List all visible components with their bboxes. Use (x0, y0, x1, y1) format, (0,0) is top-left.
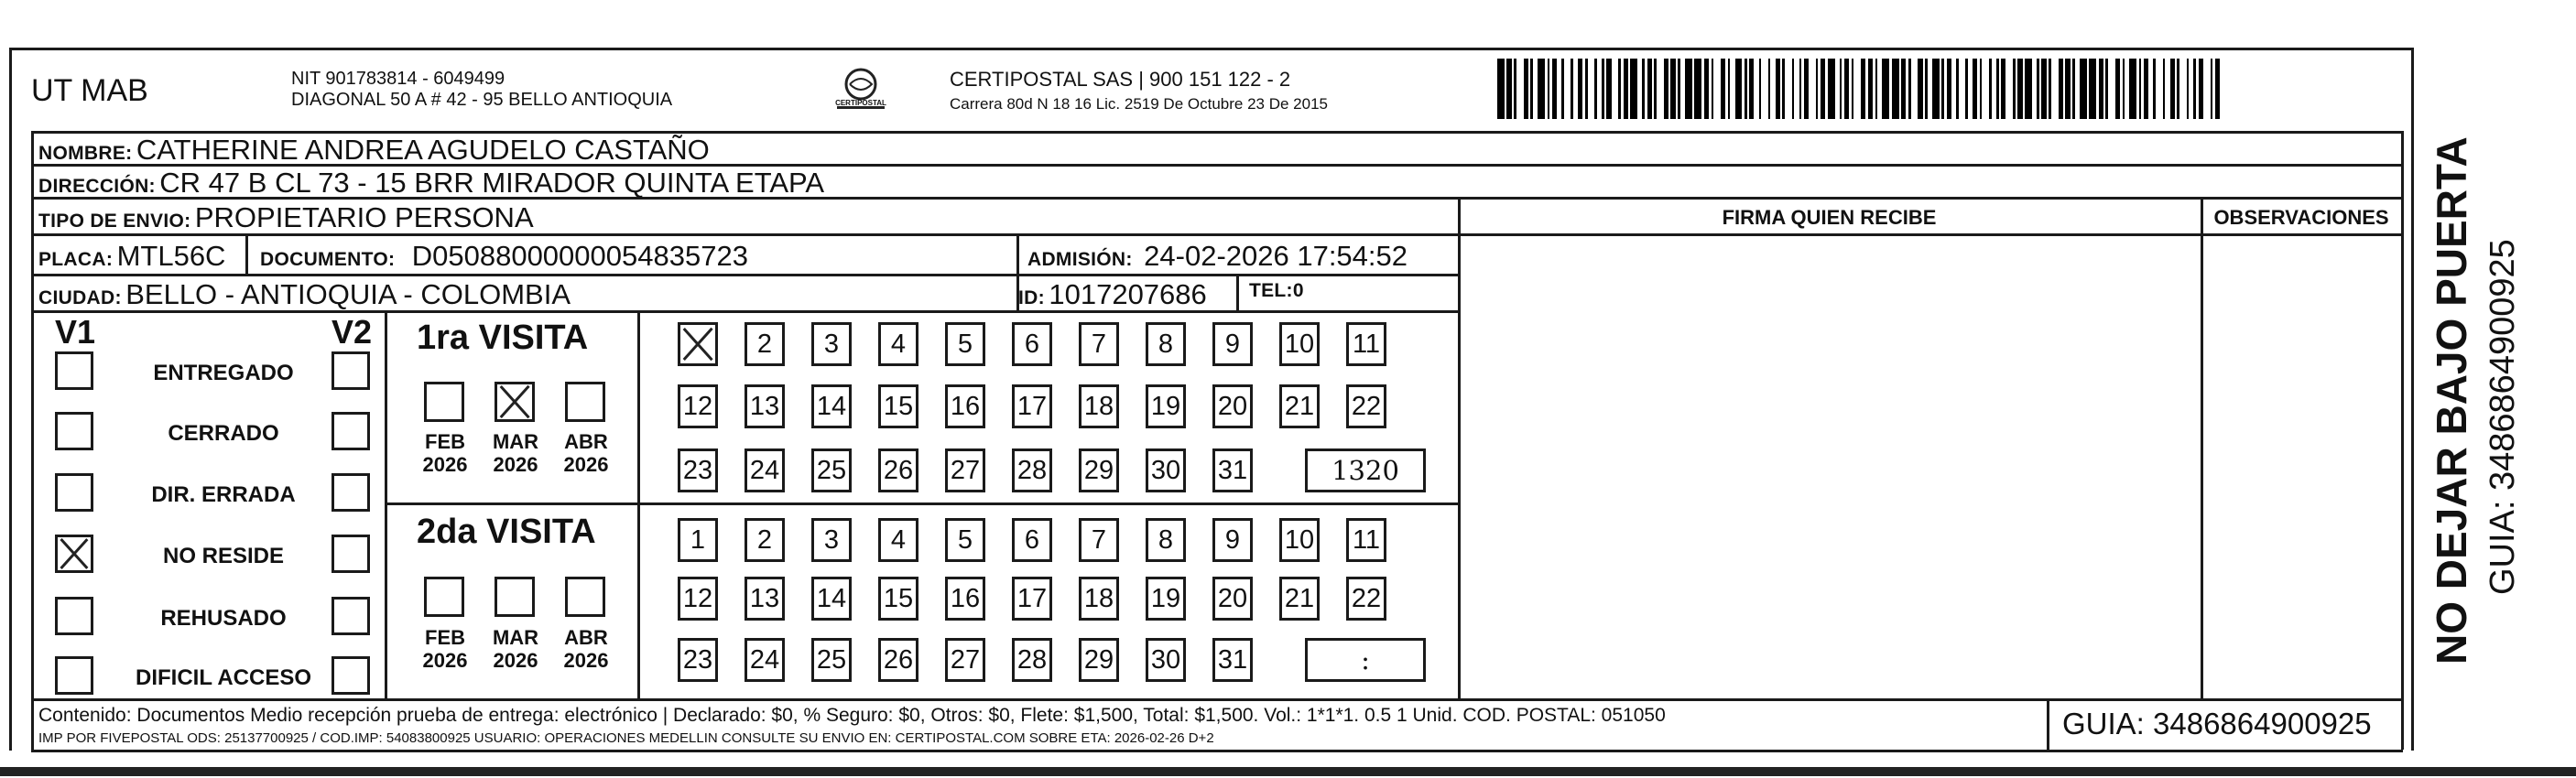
v2-checkbox-3[interactable] (332, 473, 370, 512)
nombre-value: CATHERINE ANDREA AGUDELO CASTAÑO (136, 134, 710, 166)
barcode-bar (2108, 59, 2115, 119)
first-visit-day-24[interactable]: 24 (745, 448, 785, 492)
month-label (487, 430, 544, 476)
barcode-bar (1911, 59, 1918, 119)
second-visit-day-23[interactable]: 23 (678, 638, 718, 682)
barcode-bar (1735, 59, 1743, 119)
barcode-bar (1630, 59, 1637, 119)
v1-checkbox-3[interactable] (55, 473, 93, 512)
status-label: ENTREGADO (153, 361, 294, 385)
documento-label: DOCUMENTO: (260, 249, 396, 270)
v1-checkbox-1[interactable] (55, 351, 93, 390)
first-visit-day-7[interactable]: 7 (1079, 322, 1119, 366)
barcode-bar (2051, 59, 2059, 119)
v1-checkbox-6[interactable] (55, 656, 93, 695)
placa-value: MTL56C (116, 240, 226, 272)
first-visit-day-11[interactable]: 11 (1346, 322, 1386, 366)
tel-row (1249, 280, 1304, 302)
month-label (417, 430, 473, 476)
month-year: 2026 (563, 649, 609, 672)
first-visit-day-22[interactable]: 22 (1346, 384, 1386, 428)
rule-placa (245, 233, 248, 274)
barcode-bar (1785, 59, 1792, 119)
second-visit-day-19[interactable]: 19 (1146, 577, 1186, 621)
second-visit-month-abr[interactable] (565, 577, 605, 617)
admision-value: 24-02-2026 17:54:52 (1144, 240, 1408, 272)
rule-visit-split (385, 502, 1458, 505)
first-visit-time[interactable]: 1320 (1305, 448, 1426, 492)
frame-right (2411, 48, 2414, 751)
barcode-bar (2215, 59, 2220, 119)
barcode-bar (1564, 59, 1571, 119)
first-visit-day-3[interactable]: 3 (811, 322, 852, 366)
month-label (558, 430, 614, 476)
month-label (558, 626, 614, 672)
barcode-bar (1497, 59, 1505, 119)
month-year: 2026 (563, 453, 609, 476)
second-visit-day-9[interactable]: 9 (1212, 518, 1253, 562)
month-year: 2026 (422, 453, 468, 476)
barcode-bar (1713, 59, 1721, 119)
admision-row (1027, 240, 1408, 273)
barcode-bar (1588, 59, 1595, 119)
first-visit-day-31[interactable]: 31 (1212, 448, 1253, 492)
company-nit: NIT 901783814 - 6049499 (291, 69, 505, 89)
first-visit-day-5[interactable]: 5 (945, 322, 985, 366)
barcode-bar (1828, 59, 1835, 119)
second-visit-day-14[interactable]: 14 (811, 577, 852, 621)
v2-checkbox-6[interactable] (332, 656, 370, 695)
first-visit-label: 1ra VISITA (417, 319, 589, 357)
status-label: CERRADO (168, 421, 279, 446)
second-visit-day-22[interactable]: 22 (1346, 577, 1386, 621)
ciudad-row (38, 278, 571, 311)
month-name: FEB (425, 430, 465, 453)
second-visit-day-21[interactable]: 21 (1279, 577, 1320, 621)
v2-checkbox-1[interactable] (332, 351, 370, 390)
second-visit-day-15[interactable]: 15 (878, 577, 918, 621)
first-visit-day-15[interactable]: 15 (878, 384, 918, 428)
month-year: 2026 (422, 649, 468, 672)
first-visit-day-14[interactable]: 14 (811, 384, 852, 428)
second-visit-day-17[interactable]: 17 (1012, 577, 1052, 621)
documento-row (260, 240, 748, 273)
barcode-bar (1694, 59, 1701, 119)
first-visit-day-10[interactable]: 10 (1279, 322, 1320, 366)
second-visit-day-13[interactable]: 13 (745, 577, 785, 621)
frame-left (9, 48, 12, 751)
v2-checkbox-2[interactable] (332, 412, 370, 450)
second-visit-month-mar[interactable] (495, 577, 535, 617)
second-visit-label: 2da VISITA (417, 513, 596, 551)
v2-checkbox-4[interactable] (332, 535, 370, 573)
tel-value: 0 (1292, 280, 1304, 301)
company-address: DIAGONAL 50 A # 42 - 95 BELLO ANTIOQUIA (291, 90, 673, 110)
first-visit-day-12[interactable]: 12 (678, 384, 718, 428)
placa-row (38, 240, 225, 273)
rule-guia-footer (2047, 698, 2049, 750)
first-visit-day-30[interactable]: 30 (1146, 448, 1186, 492)
footer-contents: Contenido: Documentos Medio recepción prueba de entrega: electrónico | Declarado: $0, % Seguro: $0, Otros: $0, Flete: $1,500, Total: $1,500. Vol.: 1*1*1. 0.5 1 Unid. COD. POSTAL: 051050 (38, 705, 1666, 726)
second-visit-day-30[interactable]: 30 (1146, 638, 1186, 682)
first-visit-day-18[interactable]: 18 (1079, 384, 1119, 428)
second-visit-month-feb[interactable] (424, 577, 464, 617)
second-visit-day-7[interactable]: 7 (1079, 518, 1119, 562)
direccion-row (38, 167, 824, 200)
nombre-row (38, 134, 710, 167)
placa-label: PLACA: (38, 249, 114, 270)
second-visit-day-5[interactable]: 5 (945, 518, 985, 562)
first-visit-day-21[interactable]: 21 (1279, 384, 1320, 428)
barcode-bar (2089, 59, 2096, 119)
first-visit-day-8[interactable]: 8 (1146, 322, 1186, 366)
second-visit-day-6[interactable]: 6 (1012, 518, 1052, 562)
second-visit-day-27[interactable]: 27 (945, 638, 985, 682)
v1-checkbox-5[interactable] (55, 597, 93, 635)
first-visit-day-23[interactable]: 23 (678, 448, 718, 492)
v1-label: V1 (55, 313, 96, 351)
first-visit-day-1[interactable] (678, 322, 718, 366)
second-visit-day-24[interactable]: 24 (745, 638, 785, 682)
month-year: 2026 (493, 649, 538, 672)
rule-5 (31, 274, 1460, 276)
company-name: UT MAB (31, 73, 148, 108)
second-visit-day-3[interactable]: 3 (811, 518, 852, 562)
barcode-bar (2179, 59, 2187, 119)
first-visit-day-26[interactable]: 26 (878, 448, 918, 492)
first-visit-day-25[interactable]: 25 (811, 448, 852, 492)
second-visit-time[interactable]: : (1305, 638, 1426, 682)
first-visit-day-28[interactable]: 28 (1012, 448, 1052, 492)
barcode-bar (1882, 59, 1889, 119)
second-visit-day-31[interactable]: 31 (1212, 638, 1253, 682)
rule-left (31, 131, 34, 750)
barcode-bar (2005, 59, 2013, 119)
barcode-bar (1982, 59, 1989, 119)
barcode-bar (1657, 59, 1664, 119)
barcode-bar (1685, 59, 1692, 119)
first-visit-day-13[interactable]: 13 (745, 384, 785, 428)
rule-firma-left (1458, 197, 1461, 698)
month-label (487, 626, 544, 672)
barcode-bar (1538, 59, 1545, 119)
footer-guia: GUIA: 3486864900925 (2062, 707, 2372, 740)
second-visit-day-20[interactable]: 20 (1212, 577, 1253, 621)
rule-firma-head (1458, 233, 2402, 236)
second-visit-day-29[interactable]: 29 (1079, 638, 1119, 682)
observaciones-header: OBSERVACIONES (2213, 206, 2389, 229)
status-label: DIFICIL ACCESO (135, 665, 311, 690)
carrier-logo-text: CERTIPOSTAL (835, 99, 886, 107)
nombre-label: NOMBRE: (38, 143, 133, 164)
v2-label: V2 (332, 313, 373, 351)
second-visit-day-10[interactable]: 10 (1279, 518, 1320, 562)
barcode-bar (1516, 59, 1524, 119)
second-visit-day-2[interactable]: 2 (745, 518, 785, 562)
admision-label: ADMISIÓN: (1027, 249, 1133, 270)
second-visit-day-11[interactable]: 11 (1346, 518, 1386, 562)
carrier-name: CERTIPOSTAL SAS | 900 151 122 - 2 (950, 68, 1291, 91)
barcode-bar (1612, 59, 1619, 119)
direccion-label: DIRECCIÓN: (38, 176, 156, 197)
first-visit-month-mar[interactable] (495, 382, 535, 422)
barcode-bar (1853, 59, 1861, 119)
barcode-bar (1761, 59, 1768, 119)
second-visit-day-26[interactable]: 26 (878, 638, 918, 682)
carrier-address: Carrera 80d N 18 16 Lic. 2519 De Octubre 23 De 2015 (950, 95, 1328, 113)
id-value: 1017207686 (1049, 278, 1207, 310)
status-label: NO RESIDE (162, 544, 285, 568)
month-name: MAR (492, 430, 539, 453)
carrier-logo (824, 66, 897, 117)
month-label (417, 626, 473, 672)
tipo-row (38, 201, 534, 234)
second-visit-day-18[interactable]: 18 (1079, 577, 1119, 621)
rule-obs-left (2201, 197, 2203, 698)
month-year: 2026 (493, 453, 538, 476)
second-visit-day-8[interactable]: 8 (1146, 518, 1186, 562)
rule-tel (1236, 274, 1239, 310)
barcode (1497, 59, 2221, 119)
tipo-label: TIPO DE ENVIO: (38, 211, 191, 232)
frame-top (9, 48, 2413, 50)
first-visit-day-2[interactable]: 2 (745, 322, 785, 366)
barcode-bar (2080, 59, 2087, 119)
tipo-value: PROPIETARIO PERSONA (194, 201, 534, 233)
month-name: MAR (492, 626, 539, 649)
frame-bottom (0, 767, 2576, 776)
barcode-bar (1809, 59, 1816, 119)
second-visit-day-16[interactable]: 16 (945, 577, 985, 621)
v1-checkbox-2[interactable] (55, 412, 93, 450)
first-visit-day-17[interactable]: 17 (1012, 384, 1052, 428)
first-visit-day-19[interactable]: 19 (1146, 384, 1186, 428)
documento-value: D05088000000054835723 (411, 240, 748, 272)
ciudad-label: CIUDAD: (38, 287, 122, 308)
first-visit-day-4[interactable]: 4 (878, 322, 918, 366)
first-visit-day-9[interactable]: 9 (1212, 322, 1253, 366)
barcode-bar (1959, 59, 1966, 119)
month-name: FEB (425, 626, 465, 649)
first-visit-day-6[interactable]: 6 (1012, 322, 1052, 366)
first-visit-month-feb[interactable] (424, 382, 464, 422)
second-visit-day-28[interactable]: 28 (1012, 638, 1052, 682)
v2-checkbox-5[interactable] (332, 597, 370, 635)
second-visit-day-12[interactable]: 12 (678, 577, 718, 621)
rule-8 (31, 750, 2403, 752)
second-visit-day-1[interactable]: 1 (678, 518, 718, 562)
firma-header: FIRMA QUIEN RECIBE (1722, 206, 1937, 229)
barcode-bar (2129, 59, 2136, 119)
first-visit-day-29[interactable]: 29 (1079, 448, 1119, 492)
first-visit-day-27[interactable]: 27 (945, 448, 985, 492)
tel-label: TEL: (1249, 280, 1293, 301)
ciudad-value: BELLO - ANTIOQUIA - COLOMBIA (125, 278, 571, 310)
barcode-bar (2156, 59, 2163, 119)
month-name: ABR (564, 626, 608, 649)
id-label: ID: (1018, 287, 1045, 308)
month-name: ABR (564, 430, 608, 453)
status-label: REHUSADO (160, 606, 287, 631)
barcode-bar (1932, 59, 1940, 119)
barcode-bar (1892, 59, 1899, 119)
first-visit-day-20[interactable]: 20 (1212, 384, 1253, 428)
direccion-value: CR 47 B CL 73 - 15 BRR MIRADOR QUINTA ETAPA (159, 167, 825, 199)
id-row (1018, 278, 1207, 311)
footer-printing: IMP POR FIVEPOSTAL ODS: 25137700925 / COD.IMP: 54083800925 USUARIO: OPERACIONES MEDELLIN CONSULTE SU ENVIO EN: CERTIPOSTAL.COM SOBRE ETA: 2026-02-26 D+2 (38, 730, 1214, 746)
barcode-bar (2203, 59, 2211, 119)
second-visit-day-25[interactable]: 25 (811, 638, 852, 682)
side-warning: NO DEJAR BAJO PUERTA (2428, 136, 2475, 665)
first-visit-month-abr[interactable] (565, 382, 605, 422)
side-guia: GUIA: 3486864900925 (2484, 239, 2522, 595)
barcode-bar (2025, 59, 2032, 119)
second-visit-day-4[interactable]: 4 (878, 518, 918, 562)
v1-checkbox-4[interactable] (55, 535, 93, 573)
first-visit-day-16[interactable]: 16 (945, 384, 985, 428)
status-label: DIR. ERRADA (151, 482, 296, 507)
